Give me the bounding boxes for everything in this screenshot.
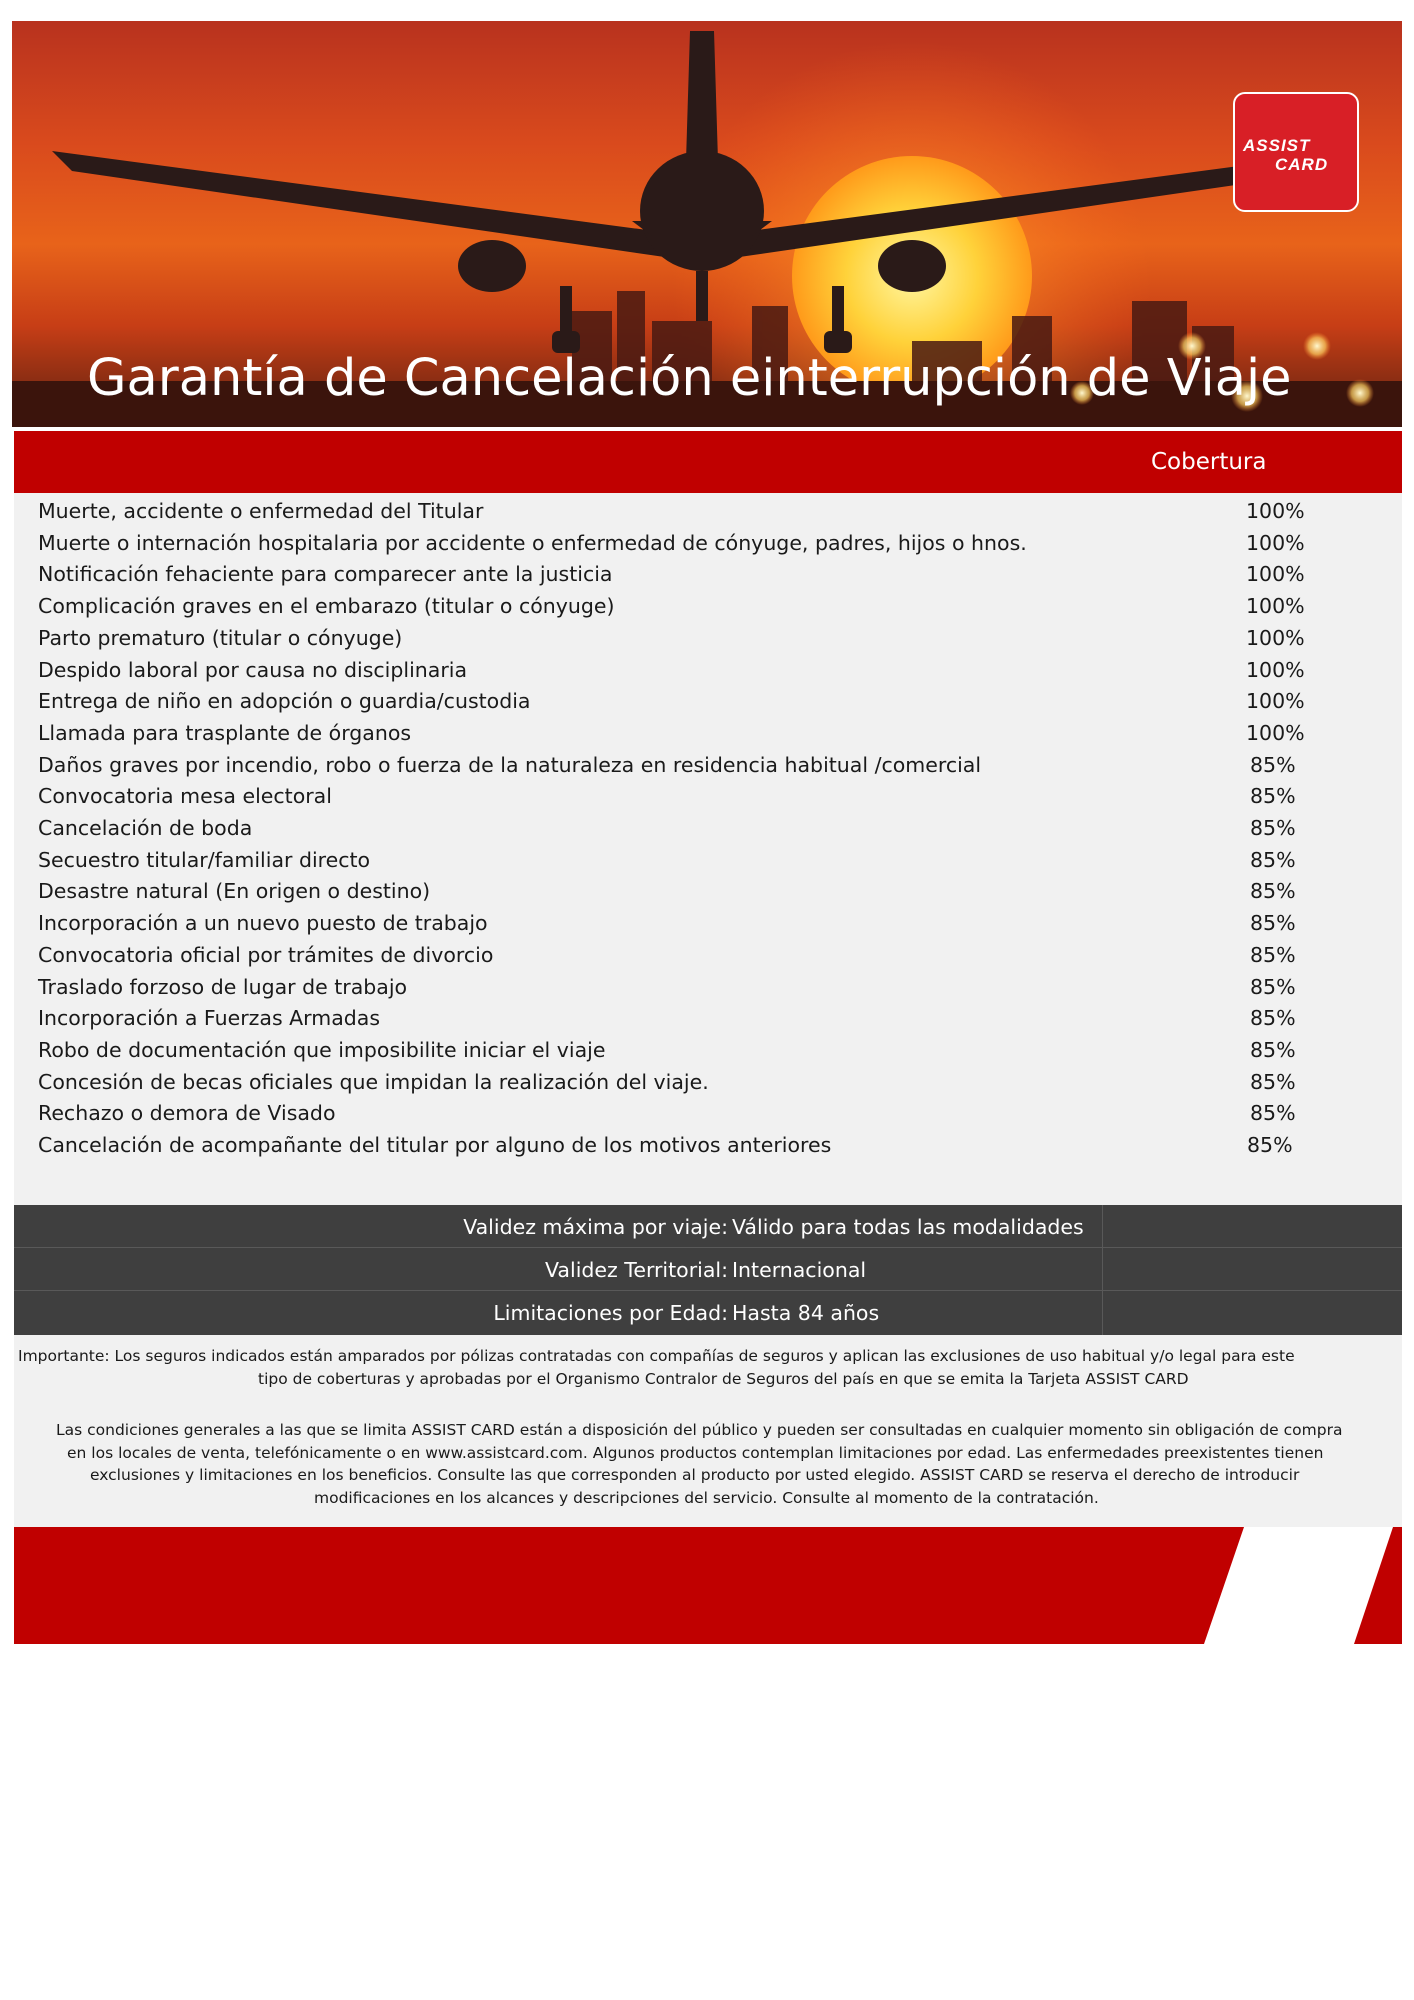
coverage-percentage: 85% [1250, 879, 1296, 904]
validity-info-table [14, 1205, 1402, 1335]
table-row [14, 624, 1402, 656]
coverage-percentage: 85% [1250, 1006, 1296, 1031]
table-row [14, 1099, 1402, 1131]
coverage-item-label: Llamada para trasplante de órganos [38, 720, 412, 745]
assist-card-logo [1233, 92, 1359, 212]
coverage-item-label: Parto prematuro (titular o cónyuge) [38, 625, 403, 650]
coverage-item-label: Entrega de niño en adopción o guardia/custodia [38, 689, 531, 714]
table-row [14, 751, 1402, 783]
table-row [14, 1036, 1402, 1068]
important-note-line-2: tipo de coberturas y aprobadas por el Organismo Contralor de Seguros del país en que se emita la Tarjeta ASSIST CARD [258, 1370, 1189, 1388]
coverage-percentage: 100% [1246, 689, 1305, 714]
table-row [14, 877, 1402, 909]
coverage-percentage: 100% [1246, 530, 1305, 555]
coverage-item-label: Traslado forzoso de lugar de trabajo [38, 974, 408, 999]
coverage-percentage: 100% [1246, 562, 1305, 587]
table-row [14, 1004, 1402, 1036]
conditions-line-1: Las condiciones generales a las que se limita ASSIST CARD están a disposición del público y pueden ser consultadas en cualquier momento sin obligación de compra [56, 1421, 1343, 1439]
coverage-percentage: 85% [1250, 942, 1296, 967]
table-row [14, 656, 1402, 688]
conditions-line-4: modificaciones en los alcances y descripciones del servicio. Consulte al momento de la contratación. [314, 1489, 1099, 1507]
table-row [14, 497, 1402, 529]
table-row [14, 1131, 1402, 1163]
table-row [14, 1068, 1402, 1100]
table-row [14, 529, 1402, 561]
coverage-table [14, 493, 1402, 1205]
table-row [14, 592, 1402, 624]
conditions-line-3: exclusiones y limitaciones en los beneficios. Consulte las que corresponden al producto por usted elegido. ASSIST CARD se reserva el derecho de introducir [90, 1466, 1300, 1484]
coverage-percentage: 100% [1246, 657, 1305, 682]
coverage-percentage: 85% [1250, 974, 1296, 999]
coverage-percentage: 100% [1246, 499, 1305, 523]
important-note-line-1: Importante: Los seguros indicados están amparados por pólizas contratadas con compañías de seguros y aplican las exclusiones de uso habitual y/o legal para este [18, 1347, 1295, 1365]
coverage-item-label: Concesión de becas oficiales que impidan la realización del viaje. [38, 1069, 709, 1094]
coverage-item-label: Despido laboral por causa no disciplinaria [38, 657, 468, 682]
info-key: Limitaciones por Edad: [493, 1301, 728, 1325]
coverage-item-label: Incorporación a un nuevo puesto de trabajo [38, 911, 488, 936]
coverage-percentage: 85% [1250, 1037, 1296, 1062]
coverage-percentage: 85% [1250, 752, 1296, 777]
table-row [14, 687, 1402, 719]
table-row [14, 814, 1402, 846]
coverage-item-label: Secuestro titular/familiar directo [38, 847, 371, 872]
coverage-item-label: Cancelación de acompañante del titular por alguno de los motivos anteriores [38, 1133, 832, 1157]
logo-text-assist: ASSIST [1243, 136, 1311, 155]
hero-banner [12, 21, 1402, 427]
coverage-item-label: Convocatoria mesa electoral [38, 784, 332, 809]
table-row [14, 782, 1402, 814]
coverage-item-label: Incorporación a Fuerzas Armadas [38, 1006, 381, 1031]
coverage-item-label: Daños graves por incendio, robo o fuerza de la naturaleza en residencia habitual /comercial [38, 752, 982, 777]
page-title: Garantía de Cancelación einterrupción de Viaje [87, 349, 1292, 408]
table-row [14, 941, 1402, 973]
coverage-percentage: 100% [1246, 625, 1305, 650]
coverage-column-header: Cobertura [1151, 449, 1267, 475]
info-value: Internacional [732, 1258, 867, 1282]
coverage-item-label: Muerte o internación hospitalaria por accidente o enfermedad de cónyuge, padres, hijos o hnos. [38, 530, 1027, 555]
coverage-item-label: Muerte, accidente o enfermedad del Titular [38, 499, 484, 523]
column-divider [1102, 1205, 1103, 1335]
coverage-item-label: Complicación graves en el embarazo (titular o cónyuge) [38, 594, 615, 619]
conditions-line-2: en los locales de venta, telefónicamente o en www.assistcard.com. Algunos productos contemplan limitaciones por edad. Las enfermedades preexistentes tienen [67, 1444, 1324, 1462]
coverage-percentage: 100% [1246, 720, 1305, 745]
coverage-table-header [14, 431, 1402, 493]
coverage-item-label: Notificación fehaciente para comparecer ante la justicia [38, 562, 613, 587]
info-key: Validez máxima por viaje: [463, 1215, 728, 1239]
table-row [14, 973, 1402, 1005]
footer-band [14, 1527, 1402, 1644]
info-key: Validez Territorial: [545, 1258, 728, 1282]
coverage-percentage: 85% [1250, 784, 1296, 809]
info-value: Hasta 84 años [732, 1301, 880, 1325]
coverage-item-label: Rechazo o demora de Visado [38, 1101, 336, 1126]
logo-text-card: CARD [1275, 155, 1329, 174]
coverage-percentage: 85% [1250, 847, 1296, 872]
coverage-item-label: Cancelación de boda [38, 816, 253, 840]
coverage-percentage: 85% [1250, 911, 1296, 936]
info-row-max-validity [14, 1205, 1402, 1248]
footer-white-stripe [14, 1527, 1402, 1644]
table-row [14, 909, 1402, 941]
table-row [14, 846, 1402, 878]
coverage-percentage: 85% [1247, 1133, 1293, 1157]
info-row-age-limit [14, 1291, 1402, 1334]
coverage-item-label: Convocatoria oficial por trámites de divorcio [38, 942, 494, 967]
coverage-percentage: 85% [1250, 1069, 1296, 1094]
legal-notes [14, 1335, 1402, 1527]
coverage-item-label: Desastre natural (En origen o destino) [38, 879, 431, 904]
table-row [14, 719, 1402, 751]
table-row [14, 560, 1402, 592]
coverage-percentage: 100% [1246, 594, 1305, 619]
info-row-territorial [14, 1248, 1402, 1291]
coverage-percentage: 85% [1250, 816, 1296, 840]
coverage-item-label: Robo de documentación que imposibilite iniciar el viaje [38, 1037, 606, 1062]
coverage-percentage: 85% [1250, 1101, 1296, 1126]
info-value: Válido para todas las modalidades [732, 1215, 1084, 1239]
